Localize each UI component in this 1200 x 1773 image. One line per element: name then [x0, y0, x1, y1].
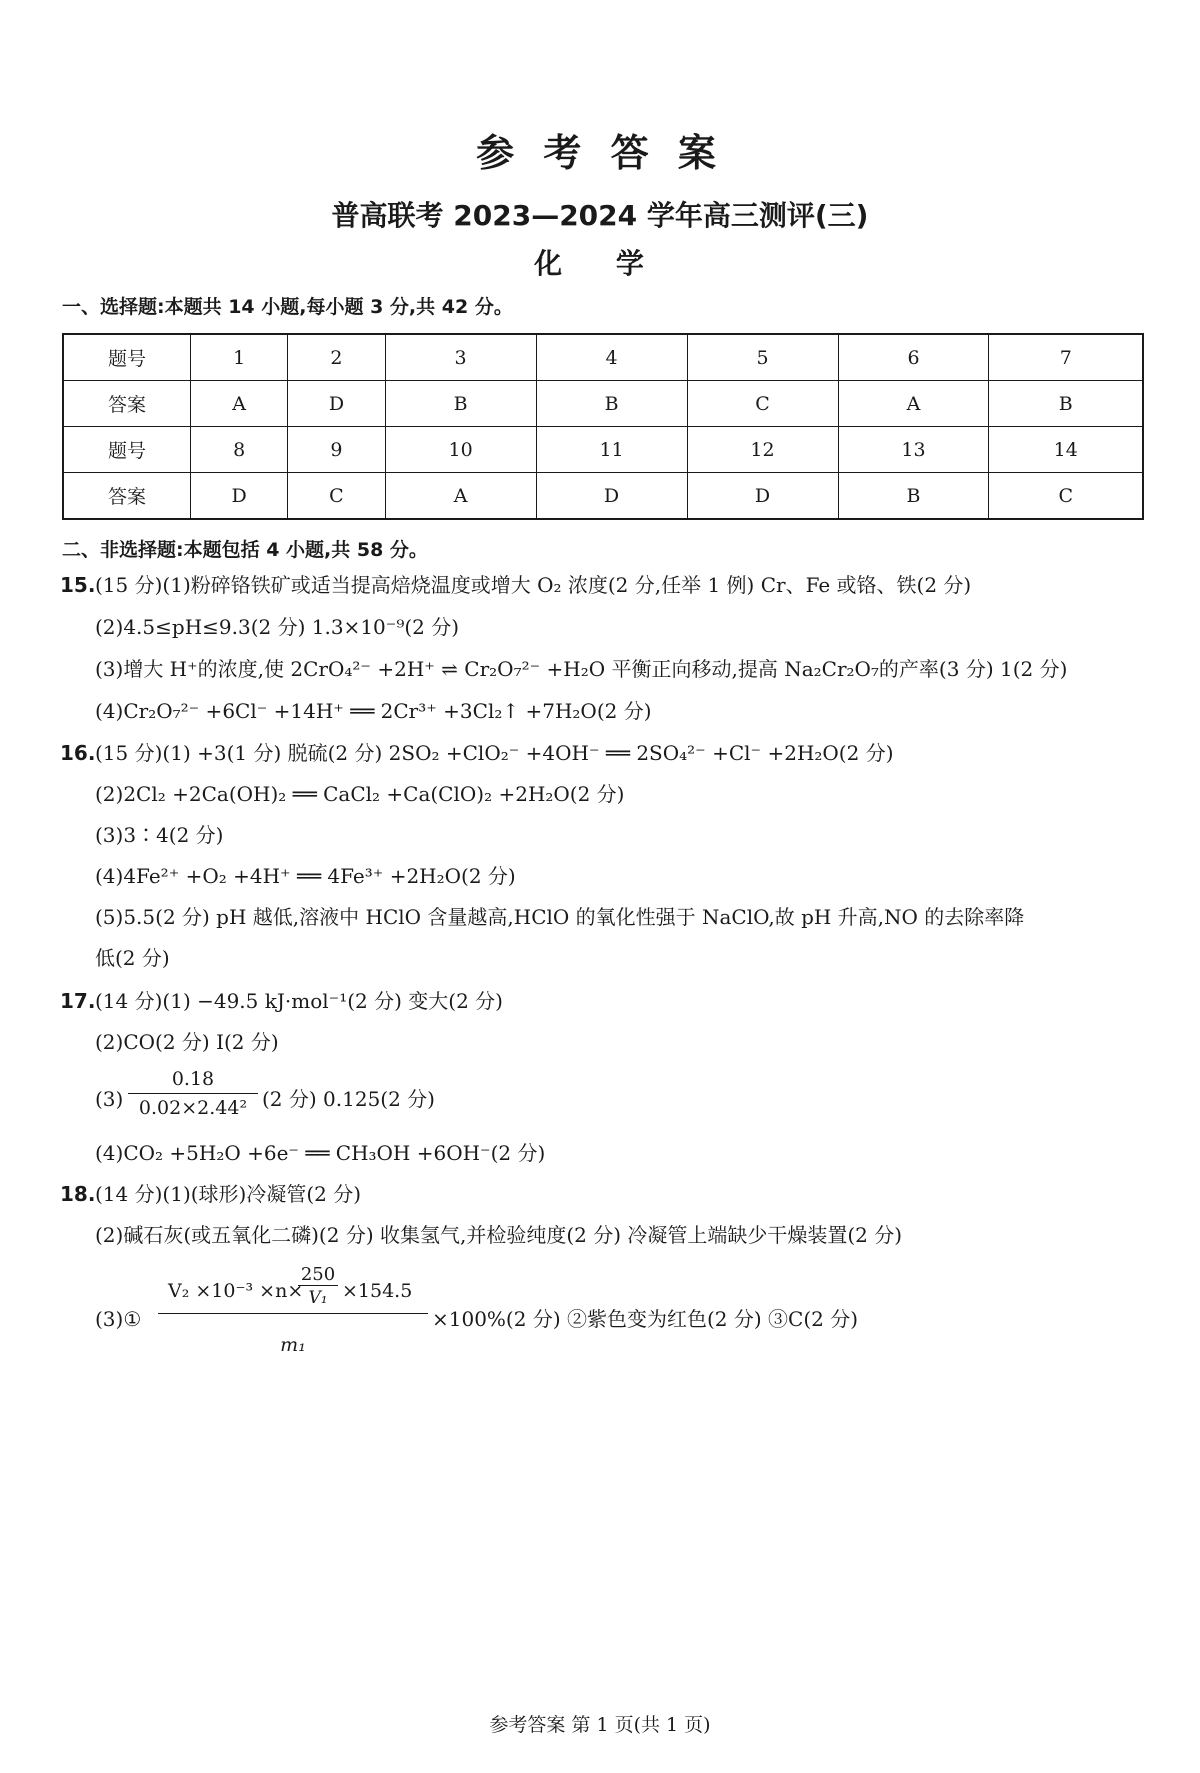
- answer-cell: A: [838, 381, 989, 427]
- q18-line-3-suffix: ×100%(2 分) ②紫色变为红色(2 分) ③C(2 分): [432, 1307, 859, 1331]
- answer-cell: C: [687, 381, 838, 427]
- question-number: 8: [191, 427, 288, 473]
- question-number-18: 18.: [60, 1182, 96, 1206]
- answer-cell: B: [838, 473, 989, 520]
- q16-line-4: (4)4Fe²⁺ +O₂ +4H⁺ ══ 4Fe³⁺ +2H₂O(2 分): [95, 864, 516, 888]
- fraction-denominator: m₁: [280, 1334, 306, 1356]
- q17-line-3-prefix: (3): [95, 1087, 124, 1111]
- q15-line-2: (2)4.5≤pH≤9.3(2 分) 1.3×10⁻⁹(2 分): [95, 615, 460, 639]
- question-number: 12: [687, 427, 838, 473]
- question-number-17: 17.: [60, 989, 96, 1013]
- inner-denominator: V₁: [308, 1288, 328, 1308]
- q17-line-3-suffix: (2 分) 0.125(2 分): [262, 1087, 435, 1111]
- q18-fraction: [158, 1264, 428, 1356]
- question-number: 10: [385, 427, 536, 473]
- table-row: [63, 381, 1143, 427]
- q17-line-2: (2)CO(2 分) Ⅰ(2 分): [95, 1030, 279, 1054]
- answer-cell: D: [288, 381, 385, 427]
- q16-line-6: 低(2 分): [95, 946, 170, 970]
- exam-subtitle: 普高联考 2023—2024 学年高三测评(三): [331, 199, 869, 232]
- question-number: 7: [989, 334, 1143, 381]
- numerator-part-b: ×154.5: [342, 1280, 413, 1302]
- answer-cell: C: [288, 473, 385, 520]
- question-number-16: 16.: [60, 741, 96, 765]
- q18-line-2: (2)碱石灰(或五氧化二磷)(2 分) 收集氢气,并检验纯度(2 分) 冷凝管上端缺少干燥装置(2 分): [95, 1223, 903, 1247]
- question-number: 14: [989, 427, 1143, 473]
- answer-cell: A: [191, 381, 288, 427]
- q17-fraction: [128, 1068, 258, 1119]
- answer-cell: B: [536, 381, 687, 427]
- answer-cell: C: [989, 473, 1143, 520]
- answer-cell: D: [687, 473, 838, 520]
- answer-cell: B: [385, 381, 536, 427]
- section1-heading: 一、选择题:本题共 14 小题,每小题 3 分,共 42 分。: [62, 296, 513, 318]
- q16-line-2: (2)2Cl₂ +2Ca(OH)₂ ══ CaCl₂ +Ca(ClO)₂ +2H₂O(2 分): [95, 782, 625, 806]
- q15-line-3: (3)增大 H⁺的浓度,使 2CrO₄²⁻ +2H⁺ ⇌ Cr₂O₇²⁻ +H₂O 平衡正向移动,提高 Na₂Cr₂O₇的产率(3 分) 1(2 分): [95, 657, 1068, 681]
- answer-table: [62, 333, 1144, 520]
- q15-line-4: (4)Cr₂O₇²⁻ +6Cl⁻ +14H⁺ ══ 2Cr³⁺ +3Cl₂↑ +7H₂O(2 分): [95, 699, 652, 723]
- answer-cell: B: [989, 381, 1143, 427]
- fraction-numerator: 0.18: [128, 1068, 258, 1094]
- q17-line-4: (4)CO₂ +5H₂O +6e⁻ ══ CH₃OH +6OH⁻(2 分): [95, 1141, 546, 1165]
- question-number: 4: [536, 334, 687, 381]
- q16-line-3: (3)3∶4(2 分): [95, 823, 224, 847]
- question-number-15: 15.: [60, 573, 96, 597]
- fraction-numerator: [158, 1264, 428, 1314]
- numerator-part-a: V₂ ×10⁻³ ×n×: [168, 1280, 304, 1302]
- question-number: 5: [687, 334, 838, 381]
- question-number: 2: [288, 334, 385, 381]
- row-label: 答案: [63, 381, 191, 427]
- question-number: 3: [385, 334, 536, 381]
- q18-line-3-prefix: (3)①: [95, 1307, 142, 1331]
- q16-line-1: (15 分)(1) +3(1 分) 脱硫(2 分) 2SO₂ +ClO₂⁻ +4OH⁻ ══ 2SO₄²⁻ +Cl⁻ +2H₂O(2 分): [95, 741, 894, 765]
- q16-line-5: (5)5.5(2 分) pH 越低,溶液中 HClO 含量越高,HClO 的氧化性强于 NaClO,故 pH 升高,NO 的去除率降: [95, 905, 1025, 929]
- question-number: 6: [838, 334, 989, 381]
- answer-cell: D: [191, 473, 288, 520]
- q17-line-1: (14 分)(1) −49.5 kJ·mol⁻¹(2 分) 变大(2 分): [95, 989, 503, 1013]
- page-title: 参 考 答 案: [476, 131, 724, 175]
- question-number: 13: [838, 427, 989, 473]
- q18-line-1: (14 分)(1)(球形)冷凝管(2 分): [95, 1182, 362, 1206]
- subject-title: 化 学: [534, 247, 666, 280]
- table-row: [63, 427, 1143, 473]
- row-label: 题号: [63, 427, 191, 473]
- section2-heading: 二、非选择题:本题包括 4 小题,共 58 分。: [62, 539, 428, 561]
- row-label: 答案: [63, 473, 191, 520]
- q15-line-1: (15 分)(1)粉碎铬铁矿或适当提高焙烧温度或增大 O₂ 浓度(2 分,任举 1 例) Cr、Fe 或铬、铁(2 分): [95, 573, 972, 597]
- inner-numerator: 250: [298, 1264, 338, 1286]
- table-row: [63, 473, 1143, 520]
- question-number: 9: [288, 427, 385, 473]
- answer-cell: A: [385, 473, 536, 520]
- page-footer: 参考答案 第 1 页(共 1 页): [489, 1714, 711, 1736]
- question-number: 1: [191, 334, 288, 381]
- fraction-denominator: 0.02×2.44²: [138, 1097, 248, 1119]
- table-row: [63, 334, 1143, 381]
- answer-cell: D: [536, 473, 687, 520]
- question-number: 11: [536, 427, 687, 473]
- row-label: 题号: [63, 334, 191, 381]
